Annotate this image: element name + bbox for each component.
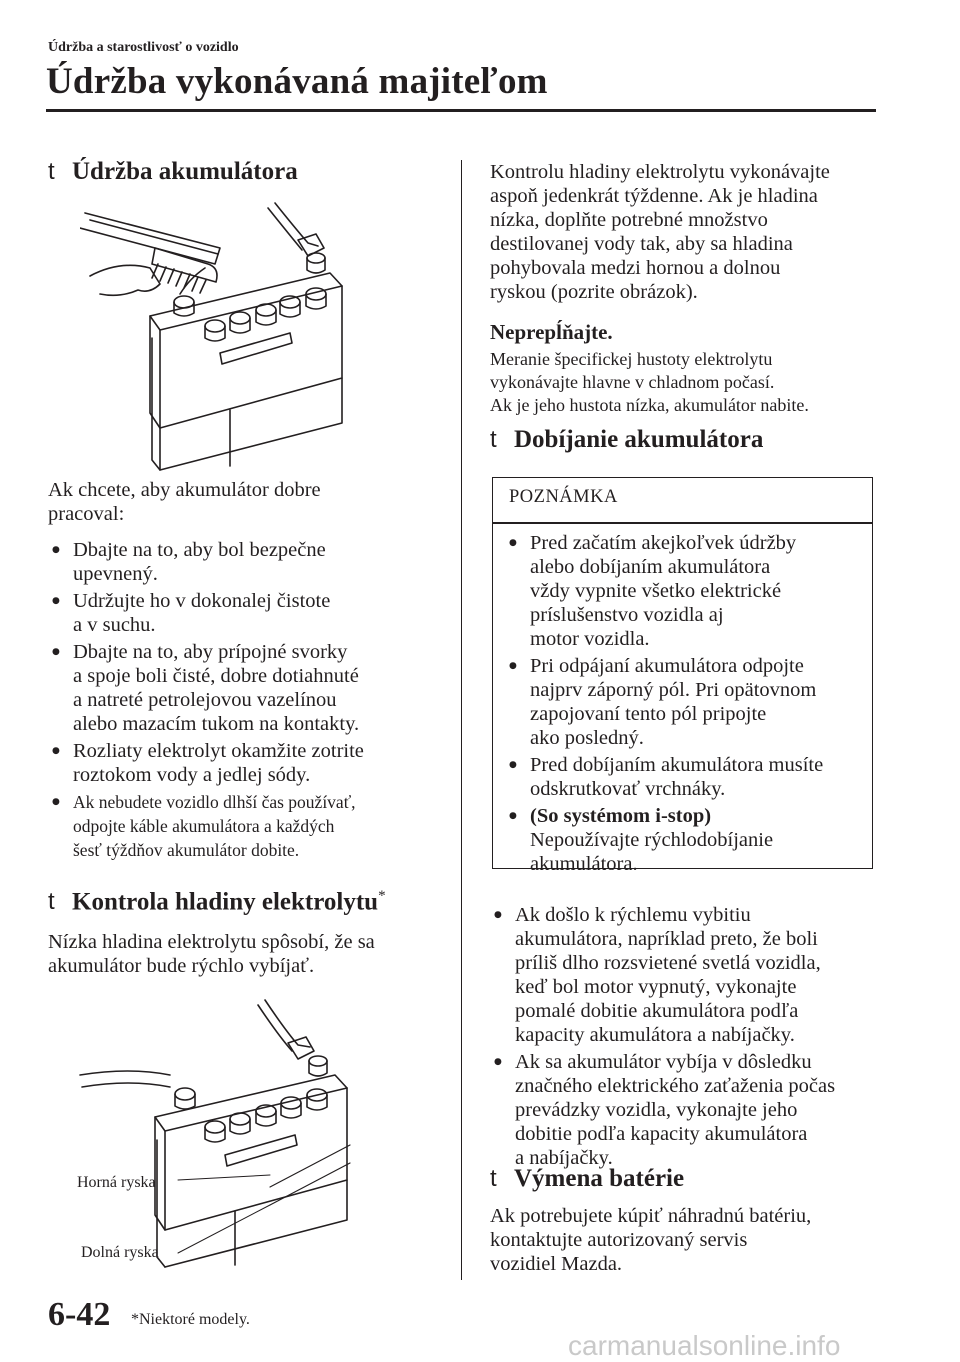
density-measurement-text: Meranie špecifickej hustoty elektrolytu vykonávajte hlavne v chladnom počasí. Ak je jeho hustota nízka, akumulátor nabite. xyxy=(490,349,809,415)
section-heading-text: Dobíjanie akumulátora xyxy=(514,426,764,453)
battery-level-illustration xyxy=(70,995,390,1270)
note-item-istop xyxy=(505,804,870,876)
section-heading-text: Údržba akumulátora xyxy=(72,158,298,185)
footnote-marker: * xyxy=(378,888,386,904)
watermark: carmanualsonline.info xyxy=(568,1330,841,1361)
section-heading-battery-maintenance xyxy=(48,158,298,186)
section-heading-charging xyxy=(490,426,763,454)
battery-cleaning-illustration xyxy=(80,198,410,476)
battery-care-list xyxy=(48,538,458,865)
list-item: ● Rozliaty elektrolyt okamžite zotrite roztokom vody a jedlej sódy. xyxy=(48,739,458,787)
istop-text: Nepoužívajte rýchlodobíjanie akumulátora. xyxy=(530,829,774,875)
breadcrumb: Údržba a starostlivosť o vozidlo xyxy=(48,40,239,55)
section-heading-electrolyte-check xyxy=(48,888,386,916)
electrolyte-check-paragraph: Kontrolu hladiny elektrolytu vykonávajte aspoň jedenkrát týždenne. Ak je hladina nízka, doplňte potrebné množstvo destilovanej vody tak, aby sa hladina pohybovala medzi hornou a dolnou ryskou (pozrite obrázok). xyxy=(490,161,830,303)
section-heading-text: Výmena batérie xyxy=(514,1165,685,1192)
title-divider xyxy=(46,109,876,112)
section-bullet-icon: t xyxy=(490,426,497,453)
note-list xyxy=(505,531,870,879)
footnote: *Niektoré modely. xyxy=(131,1311,250,1328)
istop-heading: (So systémom i-stop) xyxy=(530,805,712,827)
page-title: Údržba vykonávaná majiteľom xyxy=(46,61,548,102)
note-item: ● Pred dobíjaním akumulátora musíte odskrutkovať vrchnáky. xyxy=(505,753,870,801)
battery-replacement-text: Ak potrebujete kúpiť náhradnú batériu, kontaktujte autorizovaný servis vozidiel Mazda. xyxy=(490,1205,812,1275)
list-item: ● Dbajte na to, aby bol bezpečne upevnený. xyxy=(48,538,458,586)
section-bullet-icon: t xyxy=(48,158,55,185)
list-item: ● Udržujte ho v dokonalej čistote a v suchu. xyxy=(48,589,458,637)
electrolyte-warning-text: Nízka hladina elektrolytu spôsobí, že sa akumulátor bude rýchlo vybíjať. xyxy=(48,931,375,977)
note-item: ● Pri odpájaní akumulátora odpojte najprv záporný pól. Pri opätovnom zapojovaní tento pól pripojte ako posledný. xyxy=(505,654,870,750)
upper-level-label: Horná ryska xyxy=(77,1174,156,1191)
list-item: ● Ak sa akumulátor vybíja v dôsledku značného elektrického zaťaženia počas prevádzky vozidla, vykonajte jeho dobitie podľa kapacity akumulátora a nabíjačky. xyxy=(490,1050,910,1170)
battery-intro-text: Ak chcete, aby akumulátor dobre pracoval: xyxy=(48,479,321,525)
note-item: ● Pred začatím akejkoľvek údržby alebo dobíjaním akumulátora vždy vypnite všetko elektrické príslušenstvo vozidla aj motor vozidla. xyxy=(505,531,870,651)
section-bullet-icon: t xyxy=(490,1165,497,1192)
section-heading-battery-replacement xyxy=(490,1165,684,1193)
note-label: POZNÁMKA xyxy=(509,487,618,507)
list-item: ● Dbajte na to, aby prípojné svorky a spoje boli čisté, dobre dotiahnuté a natreté petrolejovou vazelínou alebo mazacím tukom na kontakty. xyxy=(48,640,458,736)
list-item: ● Ak došlo k rýchlemu vybitiu akumulátora, napríklad preto, že boli príliš dlho rozsvietené svetlá vozidla, keď bol motor vypnutý, vykonajte pomalé dobitie akumulátora podľa kapacity akumulátora a nabíjačky. xyxy=(490,903,910,1047)
charging-advice-list xyxy=(490,903,910,1173)
section-heading-text: Kontrola hladiny elektrolytu xyxy=(72,888,379,916)
overfill-warning-heading: Neprepĺňajte. xyxy=(490,320,613,344)
page-number: 6-42 xyxy=(48,1296,111,1333)
column-divider xyxy=(461,160,462,1280)
lower-level-label: Dolná ryska xyxy=(81,1244,159,1261)
list-item: ● Ak nebudete vozidlo dlhší čas používať, odpojte káble akumulátora a každých šesť týždňov akumulátor dobite. xyxy=(48,790,458,862)
note-box-divider xyxy=(492,522,873,524)
section-bullet-icon: t xyxy=(48,888,55,916)
